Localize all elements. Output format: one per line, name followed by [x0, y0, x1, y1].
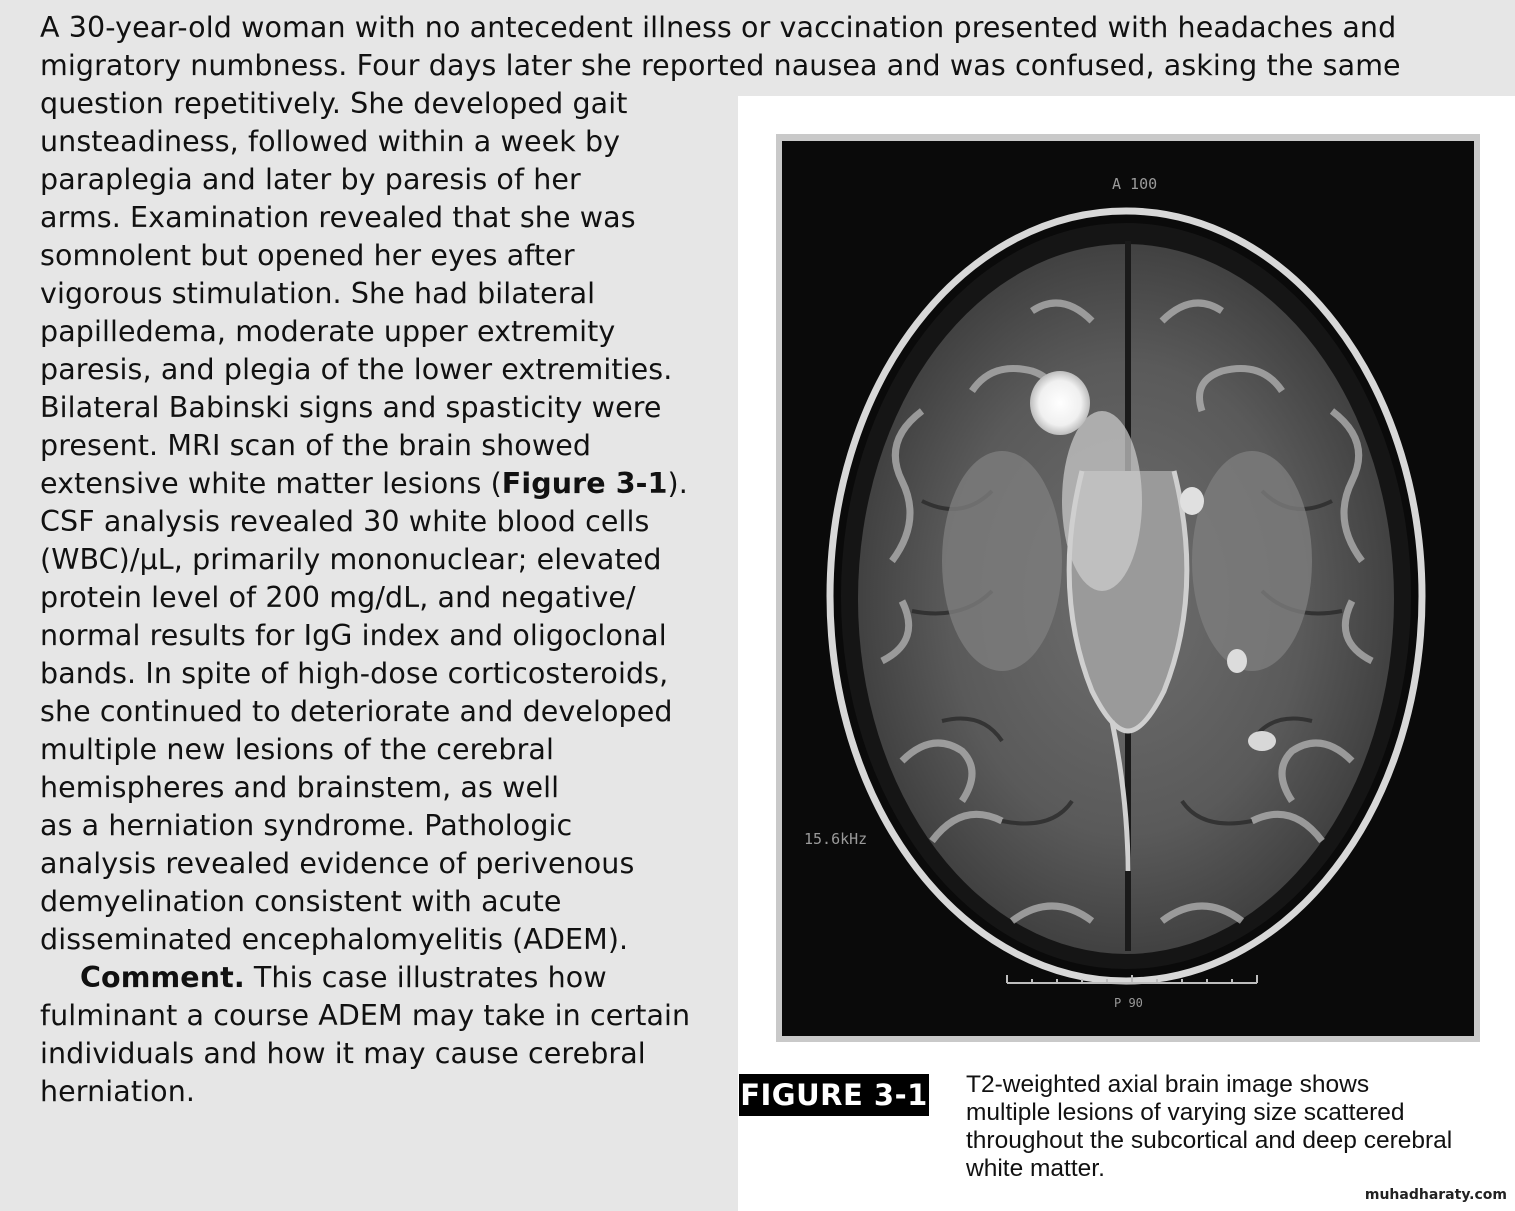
fig-ref-before: extensive white matter lesions (: [40, 467, 502, 500]
body-line: (WBC)/μL, primarily mononuclear; elevated: [40, 543, 662, 576]
body-line: somnolent but opened her eyes after: [40, 239, 575, 272]
body-line: present. MRI scan of the brain showed: [40, 429, 592, 462]
body-line: CSF analysis revealed 30 white blood cells: [40, 505, 650, 538]
mri-overlay-left: 15.6kHz: [804, 830, 868, 848]
body-line: paresis, and plegia of the lower extremities.: [40, 353, 673, 386]
figure-reference-link[interactable]: Figure 3-1: [501, 467, 668, 500]
caption-line: multiple lesions of varying size scattered: [966, 1099, 1405, 1126]
mri-illustration: [782, 141, 1474, 1036]
body-line: papilledema, moderate upper extremity: [40, 315, 616, 348]
body-line: arms. Examination revealed that she was: [40, 201, 636, 234]
caption-line: throughout the subcortical and deep cerebral: [966, 1127, 1453, 1154]
body-line: multiple new lesions of the cerebral: [40, 733, 555, 766]
comment-line: fulminant a course ADEM may take in certain: [40, 999, 691, 1032]
caption-line: white matter.: [966, 1155, 1105, 1182]
body-line: demyelination consistent with acute: [40, 885, 562, 918]
figure-label: FIGURE 3-1: [739, 1074, 929, 1116]
body-line: vigorous stimulation. She had bilateral: [40, 277, 596, 310]
body-line: bands. In spite of high-dose corticosteroids,: [40, 657, 669, 690]
comment-line: herniation.: [40, 1075, 196, 1108]
body-line: as a herniation syndrome. Pathologic: [40, 809, 573, 842]
body-line: she continued to deteriorate and developed: [40, 695, 673, 728]
body-line: analysis revealed evidence of perivenous: [40, 847, 635, 880]
watermark: muhadharaty.com: [1364, 1187, 1507, 1203]
body-line: paraplegia and later by paresis of her: [40, 163, 581, 196]
mri-brain-image: [782, 141, 1474, 1036]
mri-overlay-top: A 100: [1112, 175, 1158, 193]
body-line: normal results for IgG index and oligoclonal: [40, 619, 667, 652]
body-line: question repetitively. She developed gait: [40, 87, 628, 120]
comment-label: Comment.: [80, 961, 245, 994]
comment-first-line: This case illustrates how: [244, 961, 607, 994]
body-line: protein level of 200 mg/dL, and negative/: [40, 581, 636, 614]
comment-line: individuals and how it may cause cerebral: [40, 1037, 646, 1070]
body-line: Bilateral Babinski signs and spasticity were: [40, 391, 662, 424]
intro-line-2: migratory numbness. Four days later she reported nausea and was confused, asking the same: [40, 49, 1401, 82]
mri-overlay-bottom: P 90: [1114, 996, 1143, 1010]
body-line: disseminated encephalomyelitis (ADEM).: [40, 923, 629, 956]
figure-reference-line: [40, 465, 730, 503]
fig-ref-after: ).: [667, 467, 688, 500]
caption-line: T2-weighted axial brain image shows: [966, 1071, 1370, 1098]
body-line: hemispheres and brainstem, as well: [40, 771, 560, 804]
body-line: unsteadiness, followed within a week by: [40, 125, 621, 158]
case-text: [40, 85, 730, 1111]
intro-line-1: A 30-year-old woman with no antecedent illness or vaccination presented with headaches and: [40, 11, 1397, 44]
comment-line: [40, 959, 730, 997]
figure-caption: [966, 1071, 1496, 1183]
